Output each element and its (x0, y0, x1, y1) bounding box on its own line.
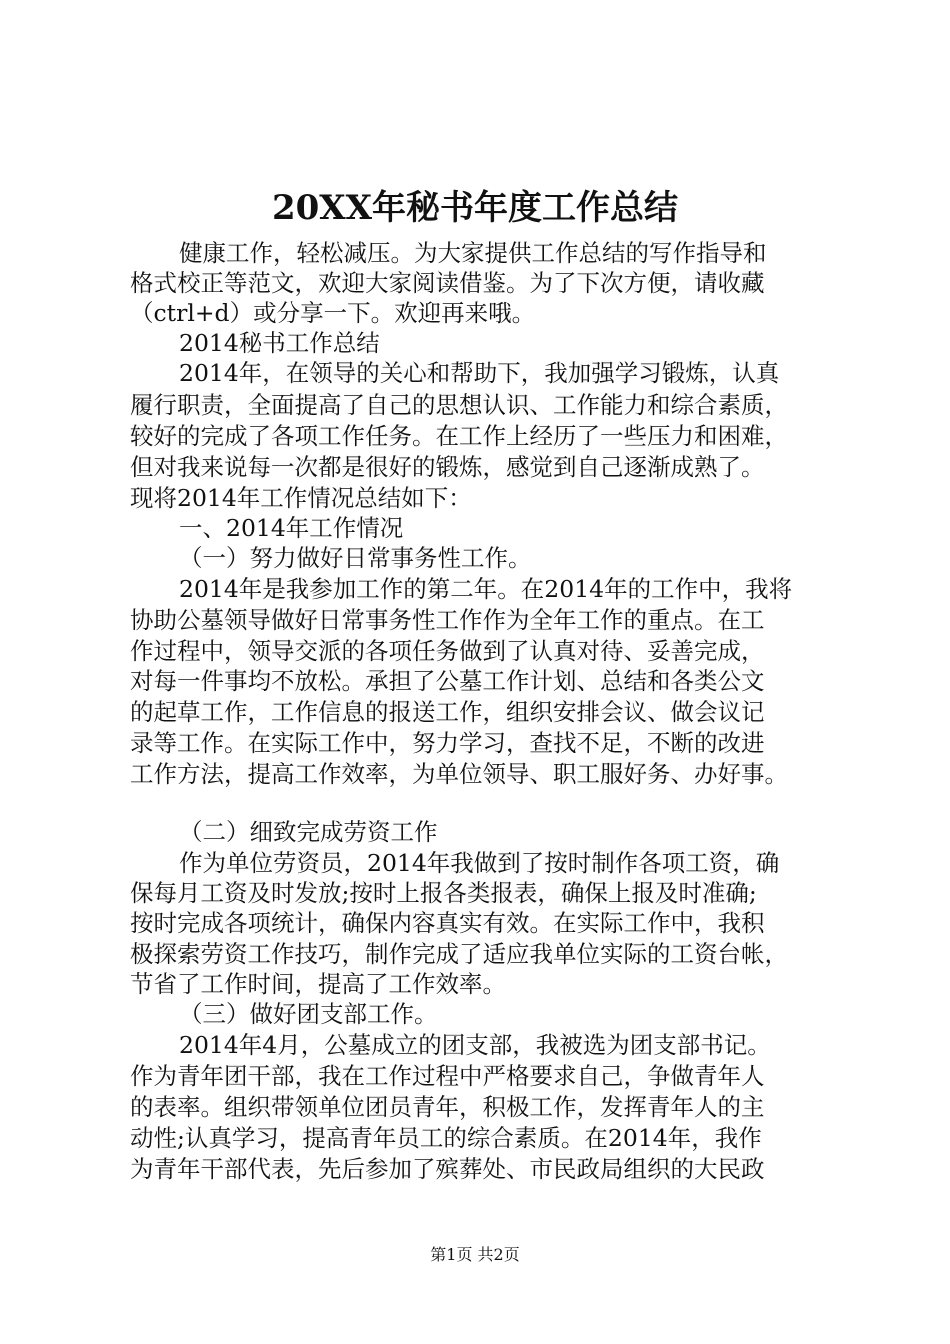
paragraph-line: 2014年，在领导的关心和帮助下，我加强学习锻炼，认真 (179, 359, 780, 387)
paragraph-line: 健康工作，轻松减压。为大家提供工作总结的写作指导和 (179, 239, 767, 267)
paragraph-line: 现将2014年工作情况总结如下： (130, 484, 472, 512)
paragraph-line: 作为青年团干部，我在工作过程中严格要求自己，争做青年人 (130, 1062, 765, 1090)
paragraph-line: 工作方法，提高工作效率，为单位领导、职工服好务、办好事。 (130, 760, 788, 788)
paragraph-line: 保每月工资及时发放;按时上报各类报表，确保上报及时准确; (130, 879, 757, 907)
paragraph-line: 对每一件事均不放松。承担了公墓工作计划、总结和各类公文 (130, 667, 765, 695)
paragraph-line: 履行职责，全面提高了自己的思想认识、工作能力和综合素质， (130, 391, 788, 419)
paragraph-line: 的表率。组织带领单位团员青年，积极工作，发挥青年人的主 (130, 1093, 765, 1121)
paragraph-line: 节省了工作时间，提高了工作效率。 (130, 970, 506, 998)
paragraph-line: 协助公墓领导做好日常事务性工作作为全年工作的重点。在工 (130, 606, 765, 634)
subsection-heading: （三）做好团支部工作。 (179, 1000, 438, 1028)
paragraph-line: 作过程中，领导交派的各项任务做到了认真对待、妥善完成， (130, 637, 765, 665)
page-footer: 第1页 共2页 (430, 1245, 520, 1264)
paragraph-line: 的起草工作，工作信息的报送工作，组织安排会议、做会议记 (130, 698, 765, 726)
section-heading: 一、2014年工作情况 (179, 514, 404, 542)
paragraph-line: 极探索劳资工作技巧，制作完成了适应我单位实际的工资台帐， (130, 940, 788, 968)
paragraph-line: 2014年4月，公墓成立的团支部，我被选为团支部书记。 (179, 1031, 771, 1059)
paragraph-line: 较好的完成了各项工作任务。在工作上经历了一些压力和困难， (130, 422, 788, 450)
paragraph-line: 格式校正等范文，欢迎大家阅读借鉴。为了下次方便，请收藏 (130, 269, 765, 297)
subsection-heading: （一）努力做好日常事务性工作。 (179, 544, 532, 572)
paragraph-line: 录等工作。在实际工作中，努力学习，查找不足，不断的改进 (130, 729, 765, 757)
paragraph-line: 按时完成各项统计，确保内容真实有效。在实际工作中，我积 (130, 909, 765, 937)
paragraph-line: 2014年是我参加工作的第二年。在2014年的工作中，我将 (179, 575, 793, 603)
document-title: 20XX年秘书年度工作总结 (271, 188, 679, 228)
subsection-heading: （二）细致完成劳资工作 (179, 818, 438, 846)
paragraph-line: 作为单位劳资员，2014年我做到了按时制作各项工资，确 (179, 849, 780, 877)
paragraph-line: （ctrl+d）或分享一下。欢迎再来哦。 (130, 299, 536, 327)
paragraph-line: 动性;认真学习，提高青年员工的综合素质。在2014年，我作 (130, 1124, 762, 1152)
paragraph-line: 但对我来说每一次都是很好的锻炼，感觉到自己逐渐成熟了。 (130, 453, 765, 481)
section-heading: 2014秘书工作总结 (179, 329, 380, 357)
paragraph-line: 为青年干部代表，先后参加了殡葬处、市民政局组织的大民政 (130, 1155, 765, 1183)
